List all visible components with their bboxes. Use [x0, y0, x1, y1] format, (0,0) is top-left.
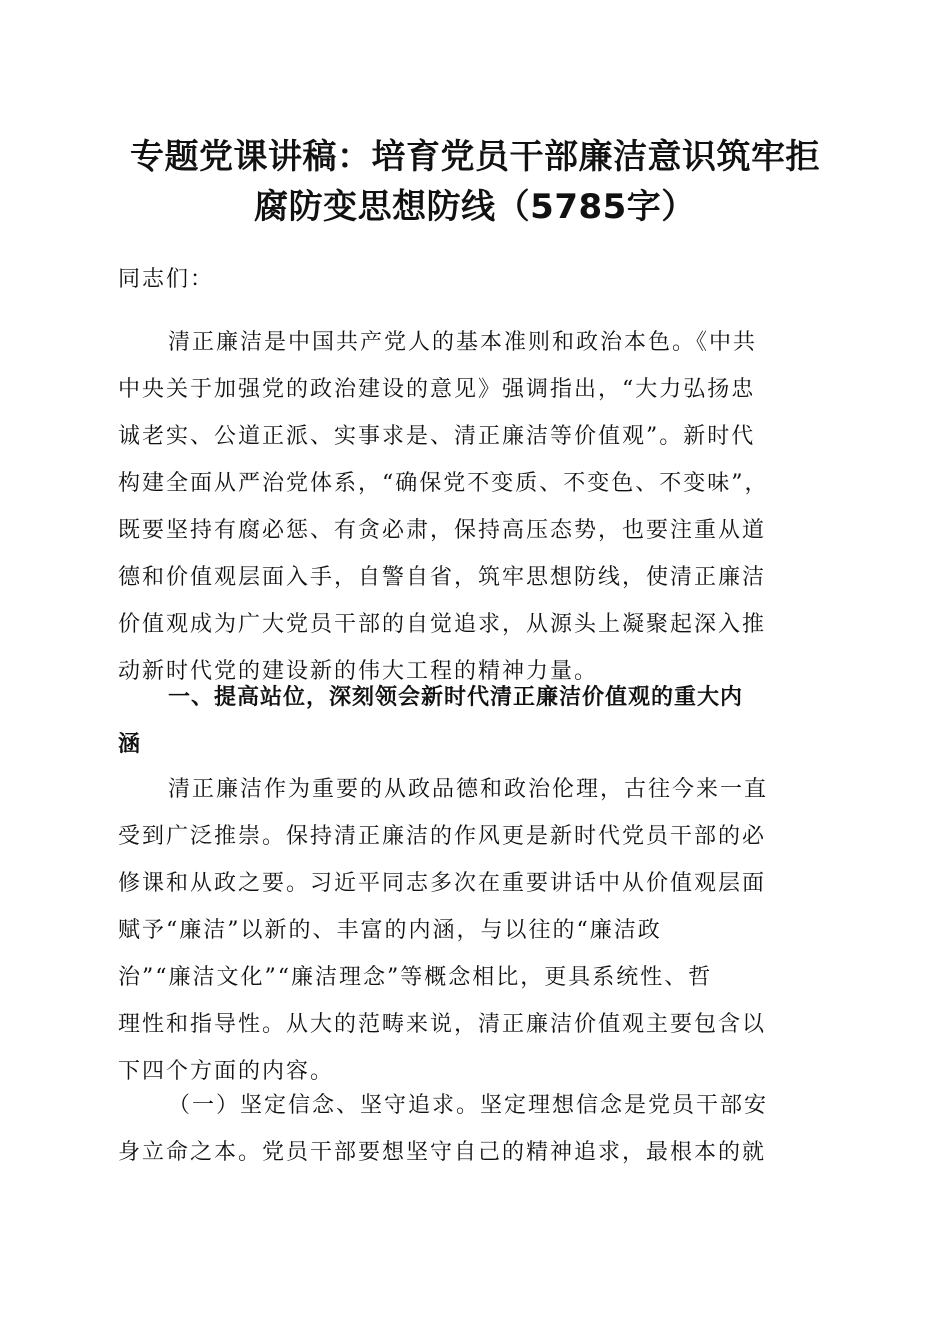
text-line: 既要坚持有腐必惩、有贪必肃，保持高压态势，也要注重从道: [118, 518, 767, 543]
paragraph-section-1: [118, 766, 832, 1095]
text-line: 价值观成为广大党员干部的自觉追求，从源头上凝聚起深入推: [118, 612, 767, 637]
text-line: 诚老实、公道正派、实事求是、清正廉洁等价值观”。新时代: [118, 424, 756, 449]
title-line: 专题党课讲稿：培育党员干部廉洁意识筑牢拒: [130, 137, 820, 177]
text-line: 清正廉洁是中国共产党人的基本准则和政治本色。《中共: [168, 330, 758, 355]
text-line: 赋予“廉洁”以新的、丰富的内涵，与以往的“廉洁政: [118, 918, 662, 943]
paragraph-intro: [118, 319, 832, 695]
text-line: 下四个方面的内容。: [118, 1059, 335, 1084]
text-line: 中央关于加强党的政治建设的意见》强调指出，“大力弘扬忠: [118, 377, 756, 402]
section-heading-1: [118, 674, 832, 768]
text-line: 理性和指导性。从大的范畴来说，清正廉洁价值观主要包含以: [118, 1012, 767, 1037]
text-line: 受到广泛推崇。保持清正廉洁的作风更是新时代党员干部的必: [118, 824, 767, 849]
text-line: 德和价值观层面入手，自警自省，筑牢思想防线，使清正廉洁: [118, 565, 767, 590]
text-line: 动新时代党的建设新的伟大工程的精神力量。: [118, 659, 599, 684]
text-line: （一）坚定信念、坚守追求。坚定理想信念是党员干部安: [168, 1093, 769, 1118]
paragraph-subsection-1: [118, 1082, 832, 1176]
heading-line: 一、提高站位，深刻领会新时代清正廉洁价值观的重大内: [168, 685, 744, 710]
title-line: 腐防变思想防线（5785字）: [254, 187, 696, 227]
greeting: 同志们：: [118, 267, 215, 292]
text-line: 身立命之本。党员干部要想坚守自己的精神追求，最根本的就: [118, 1140, 767, 1165]
text-line: 修课和从政之要。习近平同志多次在重要讲话中从价值观层面: [118, 871, 767, 896]
document-title: [100, 132, 850, 232]
heading-line: 涵: [118, 732, 142, 757]
text-line: 构建全面从严治党体系，“确保党不变质、不变色、不变味”，: [118, 471, 769, 496]
text-line: 清正廉洁作为重要的从政品德和政治伦理，古往今来一直: [168, 777, 769, 802]
text-line: 治”“廉洁文化”“廉洁理念”等概念相比，更具系统性、哲: [118, 965, 713, 990]
